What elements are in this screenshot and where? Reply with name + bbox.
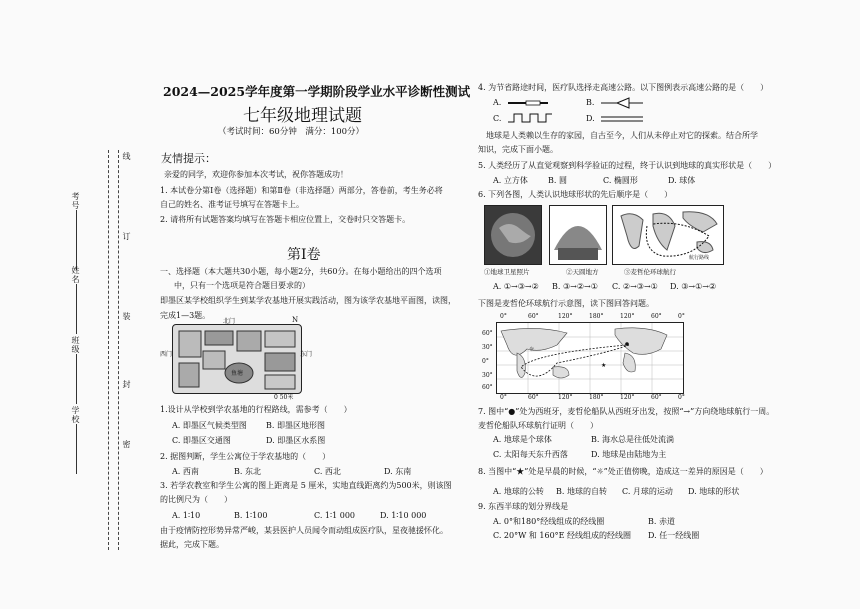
q9-option-b: B. 赤道 — [648, 517, 675, 526]
q5-option-d: D. 球体 — [668, 176, 696, 185]
lon-label: 0° — [500, 313, 507, 320]
svg-text:☼: ☼ — [529, 346, 535, 353]
exam-subject-title: 七年级地理试题 — [243, 106, 362, 126]
q4-stem: 4. 为节省路途时间，医疗队选择走高速公路。以下图例表示高速公路的是（ ） — [478, 83, 769, 92]
q9-option-c: C. 20°W 和 160°E 经线组成的经线圈 — [493, 531, 632, 540]
highway-symbol-d — [599, 114, 645, 124]
q5-option-b: B. 圆 — [548, 176, 567, 185]
passage: 知识，完成下面小题。 — [478, 145, 558, 154]
binding-field-class: 班级 — [71, 336, 80, 354]
magellan-voyage-mini-map — [612, 205, 724, 265]
q8-option-d: D. 地球的形状 — [688, 487, 740, 496]
q1-option-d: D. 即墨区水系图 — [266, 436, 326, 445]
lon-label: 120° — [620, 313, 635, 320]
q5-option-a: A. 立方体 — [493, 176, 528, 185]
q7-stem: 麦哲伦船队环球航行证明（ ） — [478, 421, 598, 430]
q4-option-d: D. — [586, 114, 595, 123]
q6-caption: ①地球卫星照片 — [484, 268, 530, 276]
sky-round-graphic — [550, 206, 606, 264]
passage: 由于疫情防控形势异常严峻，某县医护人员闻令而动组成医疗队，星夜驰援怀化。 — [160, 526, 448, 535]
lat-label: 30° — [482, 372, 493, 379]
name-underline — [76, 284, 77, 334]
compass-north: N — [292, 316, 299, 324]
q8-option-c: C. 月球的运动 — [622, 487, 673, 496]
q6-caption: ③麦哲伦环球航行 — [624, 268, 676, 276]
q8-option-b: B. 地球的自转 — [556, 487, 607, 496]
section-instruction: 中，只有一个选项是符合题目要求的） — [174, 281, 310, 290]
lon-label: 0° — [678, 313, 685, 320]
east-gate-label: 东门 — [300, 351, 313, 358]
q4-option-a: A. — [493, 98, 502, 107]
q4-option-b: B. — [586, 98, 595, 107]
section-title: 第Ⅰ卷 — [287, 247, 321, 263]
map-intro: 下图是麦哲伦环球航行示意图，读下图回答问题。 — [478, 299, 654, 308]
binding-label-ding: 订 — [122, 232, 131, 241]
q9-option-a: A. 0°和180°经线组成的经线圈 — [493, 517, 605, 526]
lon-label: 0° — [500, 394, 507, 401]
school-underline — [76, 424, 77, 474]
west-gate-label: 西门 — [160, 351, 173, 358]
lon-label: 180° — [589, 313, 604, 320]
map-scale: 0 50米 — [274, 394, 294, 401]
svg-text:★: ★ — [601, 362, 607, 369]
section-instruction: 一、选择题（本大题共30小题，每小题2分，共60分。在每小题给出的四个选项 — [160, 267, 442, 276]
q7-option-c: C. 太阳每天东升西落 — [493, 450, 568, 459]
lon-label: 120° — [558, 313, 573, 320]
q1-option-b: B. 即墨区地形图 — [266, 421, 325, 430]
q7-option-a: A. 地球是个球体 — [493, 435, 552, 444]
binding-label-xian: 线 — [122, 152, 131, 161]
q3-option-a: A. 1∶10 — [172, 511, 201, 520]
class-underline — [76, 354, 77, 404]
lon-label: 0° — [678, 394, 685, 401]
q7-option-b: B. 海水总是往低处流淌 — [591, 435, 674, 444]
farm-map-graphic — [173, 325, 301, 393]
q4-option-c: C. — [493, 114, 502, 123]
lat-label: 30° — [482, 344, 493, 351]
lon-label: 120° — [620, 394, 635, 401]
passage: 完成1—3题。 — [160, 311, 211, 320]
q6-option-d: D. ③→①→② — [670, 282, 717, 291]
lon-label: 60° — [528, 313, 539, 320]
q6-stem: 6. 下列各图，人类认识地球形状的先后顺序是（ ） — [478, 190, 673, 199]
binding-field-examno: 考号 — [71, 192, 80, 210]
q7-option-d: D. 地球是由陆地为主 — [591, 450, 667, 459]
q1-option-a: A. 即墨区气候类型图 — [172, 421, 247, 430]
passage: 据此，完成下题。 — [160, 540, 224, 549]
binding-field-name: 姓名 — [71, 266, 80, 284]
magellan-world-map — [496, 322, 684, 394]
binding-field-school: 学校 — [71, 406, 80, 424]
pond-label: 鱼塘 — [231, 370, 244, 377]
examno-underline — [76, 210, 77, 270]
q6-option-a: A. ①→③→② — [493, 282, 539, 291]
q3-option-d: D. 1∶10 000 — [380, 511, 427, 520]
lat-label: 60° — [482, 384, 493, 391]
q2-option-b: B. 东北 — [234, 467, 261, 476]
q1-option-c: C. 即墨区交通图 — [172, 436, 231, 445]
lat-label: 60° — [482, 330, 493, 337]
lon-label: 120° — [558, 394, 573, 401]
q5-option-c: C. 椭圆形 — [603, 176, 638, 185]
exam-title: 2024—2025学年度第一学期阶段学业水平诊断性测试 — [163, 84, 471, 99]
lon-label: 60° — [651, 313, 662, 320]
sky-round-earth-square-picture — [549, 205, 607, 265]
highway-symbol-b — [599, 96, 645, 110]
passage: 地球是人类赖以生存的家园，自古至今，人们从未停止对它的探索。结合所学 — [478, 131, 758, 140]
q6-option-c: C. ②→③→① — [612, 282, 658, 291]
q7-stem: 7. 图中“●”处为西班牙，麦哲伦船队从西班牙出发，按照“→”方向绕地球航行一周。 — [478, 407, 775, 416]
q8-stem: 8. 当图中“★”处是早晨的时候，“☼”处正值傍晚，造成这一差异的原因是（ ） — [478, 467, 768, 476]
lon-label: 60° — [528, 394, 539, 401]
binding-label-zhuang: 装 — [122, 312, 131, 321]
q2-option-d: D. 东南 — [384, 467, 412, 476]
q2-option-a: A. 西南 — [172, 467, 199, 476]
tips-line: 1. 本试卷分第Ⅰ卷（选择题）和第Ⅱ卷（非选择题）两部分，答卷前，考生务必将 — [160, 186, 443, 195]
lon-label: 180° — [589, 394, 604, 401]
satellite-earth-photo — [484, 205, 542, 265]
q2-option-c: C. 西北 — [314, 467, 341, 476]
passage: 即墨区某学校组织学生到某学农基地开展实践活动，图为该学农基地平面图，读图， — [160, 296, 456, 305]
q9-stem: 9. 东西半球的划分界线是 — [478, 502, 569, 511]
q1-stem: 1.设计从学校到学农基地的行程路线，需参考（ ） — [160, 405, 352, 414]
farm-base-map — [172, 324, 302, 394]
tips-heading: 友情提示： — [161, 152, 216, 165]
binding-line-inner — [118, 150, 119, 550]
q2-stem: 2. 据图判断，学生公寓位于学农基地的（ ） — [160, 452, 331, 461]
q3-option-c: C. 1∶1 000 — [314, 511, 355, 520]
q6-caption: ②天圆地方 — [566, 268, 599, 276]
north-gate-label: 北门 — [223, 318, 236, 325]
q8-option-a: A. 地球的公转 — [493, 487, 544, 496]
tips-line: 自己的姓名、准考证号填写在答题卡上。 — [160, 200, 304, 209]
q9-option-d: D. 任一经线圈 — [648, 531, 700, 540]
binding-label-mi: 密 — [122, 440, 131, 449]
exam-info: （考试时间：60分钟 满分：100分） — [218, 127, 365, 137]
highway-symbol-c — [506, 112, 554, 124]
world-map-graphic — [497, 323, 683, 393]
binding-label-feng: 封 — [122, 380, 131, 389]
lon-label: 60° — [651, 394, 662, 401]
voyage-legend: 航行路线 — [689, 255, 710, 261]
satellite-earth-graphic — [485, 206, 541, 264]
binding-line — [108, 150, 109, 550]
q6-option-b: B. ③→②→① — [552, 282, 598, 291]
highway-symbol-a — [506, 98, 550, 108]
lat-label: 0° — [482, 358, 489, 365]
tips-line: 亲爱的同学，欢迎你参加本次考试，祝你答题成功！ — [164, 170, 348, 179]
tips-line: 2. 请将所有试题答案均填写在答题卡相应位置上，交卷时只交答题卡。 — [160, 215, 411, 224]
q5-stem: 5. 人类经历了从直觉观察到科学验证的过程，终于认识到地球的真实形状是（ ） — [478, 161, 777, 170]
q3-stem: 的比例尺为（ ） — [160, 495, 232, 504]
q3-stem: 3. 若学农教室和学生公寓的图上距离是 5 厘米，实地直线距离约为500米，则该图 — [160, 481, 452, 490]
q3-option-b: B. 1∶100 — [234, 511, 268, 520]
